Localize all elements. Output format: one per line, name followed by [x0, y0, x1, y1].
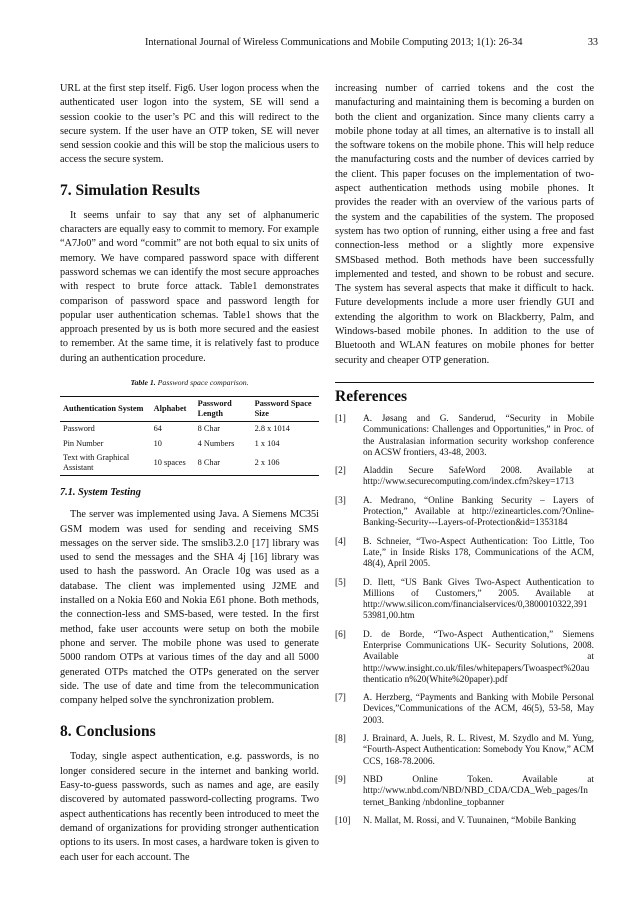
- reference-number: [8]: [335, 734, 346, 745]
- table-cell: 2 x 106: [254, 457, 280, 467]
- table-cell: 64: [153, 424, 162, 434]
- references-heading: References: [335, 387, 408, 405]
- reference-text: D. Ilett, “US Bank Gives Two-Aspect Authentication to Millions of Customers,” 2005. Available at http://www.silicon.com/financialservices/0,3800010322,391 53981,00.htm: [363, 577, 594, 622]
- reference-item: [335, 630, 594, 686]
- section-8-paragraph: Today, single aspect authentication, e.g. passwords, is no longer considered secure in the internet and banking world. Easy-to-guess passwords, such as names and age, are easily discovered by automated password-collecting programs. Two aspect authentications has recently been introduced to meet the demand of organizations for providing stronger authentication options to its users. In most cases, a hardware token is given to each user for each account. The: [60, 751, 319, 863]
- table-row: [60, 422, 319, 437]
- reference-item: [335, 693, 594, 727]
- reference-number: [4]: [335, 536, 346, 547]
- left-column: [60, 82, 319, 865]
- password-space-table: [60, 396, 319, 476]
- intro-paragraph: URL at the first step itself. Fig6. User logon process when the authenticated user logon into the system, SE will send a session cookie to the user’s PC and this will redirect to the secure system. If the user have an OTP token, SE will never send session cookie and this will be stop the malicious users to access the secure system.: [60, 83, 319, 166]
- section-7-paragraph: It seems unfair to say that any set of alphanumeric characters are equally easy to commit to memory. For example “A7Jo0” and word “commit” are not both equal to six units of memory. We have compared password space with different password schemas we can identify the most secure approaches with respect to brute force attack. Table1 demonstrates comparison of password space and password length for popular user authentication schemas. Table1 shows that the approach presented by us is both more secured and the easiest to remember. At the same time, it is relatively fast to produce during an authentication procedure.: [60, 209, 319, 364]
- reference-text: D. de Borde, “Two-Aspect Authentication,” Siemens Enterprise Communications UK- Security Solutions, 2008. Available at http://www.insight.co.uk/files/whitepapers/Twoaspect%20au thenticatio n%20(White%20paper).pdf: [363, 629, 594, 685]
- section-8-heading: 8. Conclusions: [60, 723, 156, 741]
- table-header-row: [60, 397, 319, 422]
- reference-number: [6]: [335, 629, 346, 640]
- reference-number: [1]: [335, 413, 346, 424]
- table-cell: Password: [63, 424, 95, 434]
- journal-title: International Journal of Wireless Communications and Mobile Computing 2013; 1(1): 26-34: [145, 37, 523, 48]
- table-caption-label: Table 1.: [130, 378, 156, 388]
- table-header-cell: Alphabet: [151, 397, 195, 422]
- reference-item: [335, 537, 594, 571]
- table-cell: 10: [153, 438, 162, 448]
- reference-text: Aladdin Secure SafeWord 2008. Available at http://www.securecomputing.com/index.cfm?skey=1713: [363, 466, 594, 488]
- reference-item: [335, 466, 594, 489]
- references-list: [335, 414, 594, 827]
- table-cell: 8 Char: [197, 457, 221, 467]
- table-cell: 2.8 x 1014: [254, 424, 290, 434]
- reference-item: [335, 775, 594, 809]
- reference-item: [335, 816, 594, 827]
- reference-text: A. Jøsang and G. Sanderud, “Security in Mobile Communications: Challenges and Opportunities,” in Proc. of the Australasian information security workshop conference on ACSW frontiers, 43-48, 2003.: [363, 413, 594, 458]
- reference-text: A. Herzberg, “Payments and Banking with Mobile Personal Devices,”Communications of the ACM, 46(5), 53-58, May 2003.: [363, 693, 594, 726]
- references-divider: [335, 382, 594, 383]
- table-cell: 1 x 104: [254, 438, 280, 448]
- table-header-cell: Authentication System: [60, 397, 151, 422]
- reference-number: [3]: [335, 495, 346, 506]
- reference-item: [335, 734, 594, 768]
- table-cell: 10 spaces: [153, 457, 186, 467]
- table-cell: Pin Number: [63, 438, 104, 448]
- reference-text: N. Mallat, M. Rossi, and V. Tuunainen, “Mobile Banking: [363, 815, 576, 826]
- reference-text: J. Brainard, A. Juels, R. L. Rivest, M. Szydlo and M. Yung, “Fourth-Aspect Authentication: Somebody You Know,” ACM CCS, 168-78.2006.: [363, 734, 594, 767]
- table-header-cell: Password Length: [195, 397, 252, 422]
- reference-number: [5]: [335, 577, 346, 588]
- section-7-heading: 7. Simulation Results: [60, 181, 200, 199]
- table-cell: Text with Graphical Assistant: [63, 452, 130, 473]
- reference-item: [335, 414, 594, 459]
- table-header-cell: Password Space Size: [252, 397, 319, 422]
- table-row: [60, 451, 319, 475]
- subsection-7-1-paragraph: The server was implemented using Java. A Siemens MC35i GSM modem was used for sending and receiving SMS messages on the server side. The smslib3.2.0 [17] library was used to send the messages and the SHA 4j [16] library was used to hash the password. An Oracle 10g was used as a database. The client was implemented using J2ME and installed on a Nokia E60 and Nokia E61 phone. Both methods, the connection-less and SMS-based, were tested. In the first method, fake user accounts were setup on both the mobile phone and server. The mobile phone was used to generate 5000 random OTPs at various times of the day and all 5000 generated OTPs matched the OTPs generated on the server side. The use of date and time from the telecommunication company helped solve the synchronization problem.: [60, 509, 319, 707]
- conclusions-continued-paragraph: increasing number of carried tokens and the cost the manufacturing and maintaining them is becoming a burden on both the client and organization. Since many clients carry a mobile phone today at all times, an alternative is to install all the software tokens on the mobile phone. This will help reduce the manufacturing costs and the number of devices carried by the client. This paper focuses on the implementation of two-aspect authentication methods using mobile phones. It provides the reader with an overview of the various parts of the system and the capabilities of the system. The proposed system has two option of running, either using a free and fast connection-less method or a slightly more expensive SMSbased method. Both methods have been successfully implemented and tested, and shown to be robust and secure. The system has several aspects that make it difficult to hack. Future developments include a more user friendly GUI and extending the algorithm to work on Blackberry, Palm, and Windows-based mobile phones. In addition to the use of Bluetooth and WLAN features on mobile phones for better security and cheaper OTP generation.: [335, 83, 594, 366]
- table-cell: 8 Char: [197, 424, 221, 434]
- reference-number: [7]: [335, 693, 346, 704]
- table-caption-text: Password space comparison.: [157, 378, 249, 388]
- reference-number: [2]: [335, 466, 346, 477]
- reference-text: NBD Online Token. Available at http://www.nbd.com/NBD/NBD_CDA/CDA_Web_pages/In ternet_Banking /nbdonline_topbanner: [363, 774, 594, 808]
- reference-text: A. Medrano, “Online Banking Security – Layers of Protection,” Available at http://ezinearticles.com/?Online-Banking-Security---Layers-of-Protection&id=1353184: [363, 495, 594, 529]
- page-number: 33: [587, 37, 598, 48]
- reference-item: [335, 496, 594, 530]
- table-cell: 4 Numbers: [197, 438, 235, 448]
- reference-item: [335, 578, 594, 623]
- table-row: [60, 437, 319, 451]
- subsection-7-1-heading: 7.1. System Testing: [60, 487, 141, 499]
- reference-text: B. Schneier, “Two-Aspect Authentication: Too Little, Too Late,” in Inside Risks 178, Communications of the ACM, 48(4), April 2005.: [363, 536, 594, 570]
- reference-number: [10]: [335, 815, 351, 826]
- table-caption: [60, 378, 319, 388]
- right-column: [335, 82, 594, 827]
- reference-number: [9]: [335, 774, 346, 785]
